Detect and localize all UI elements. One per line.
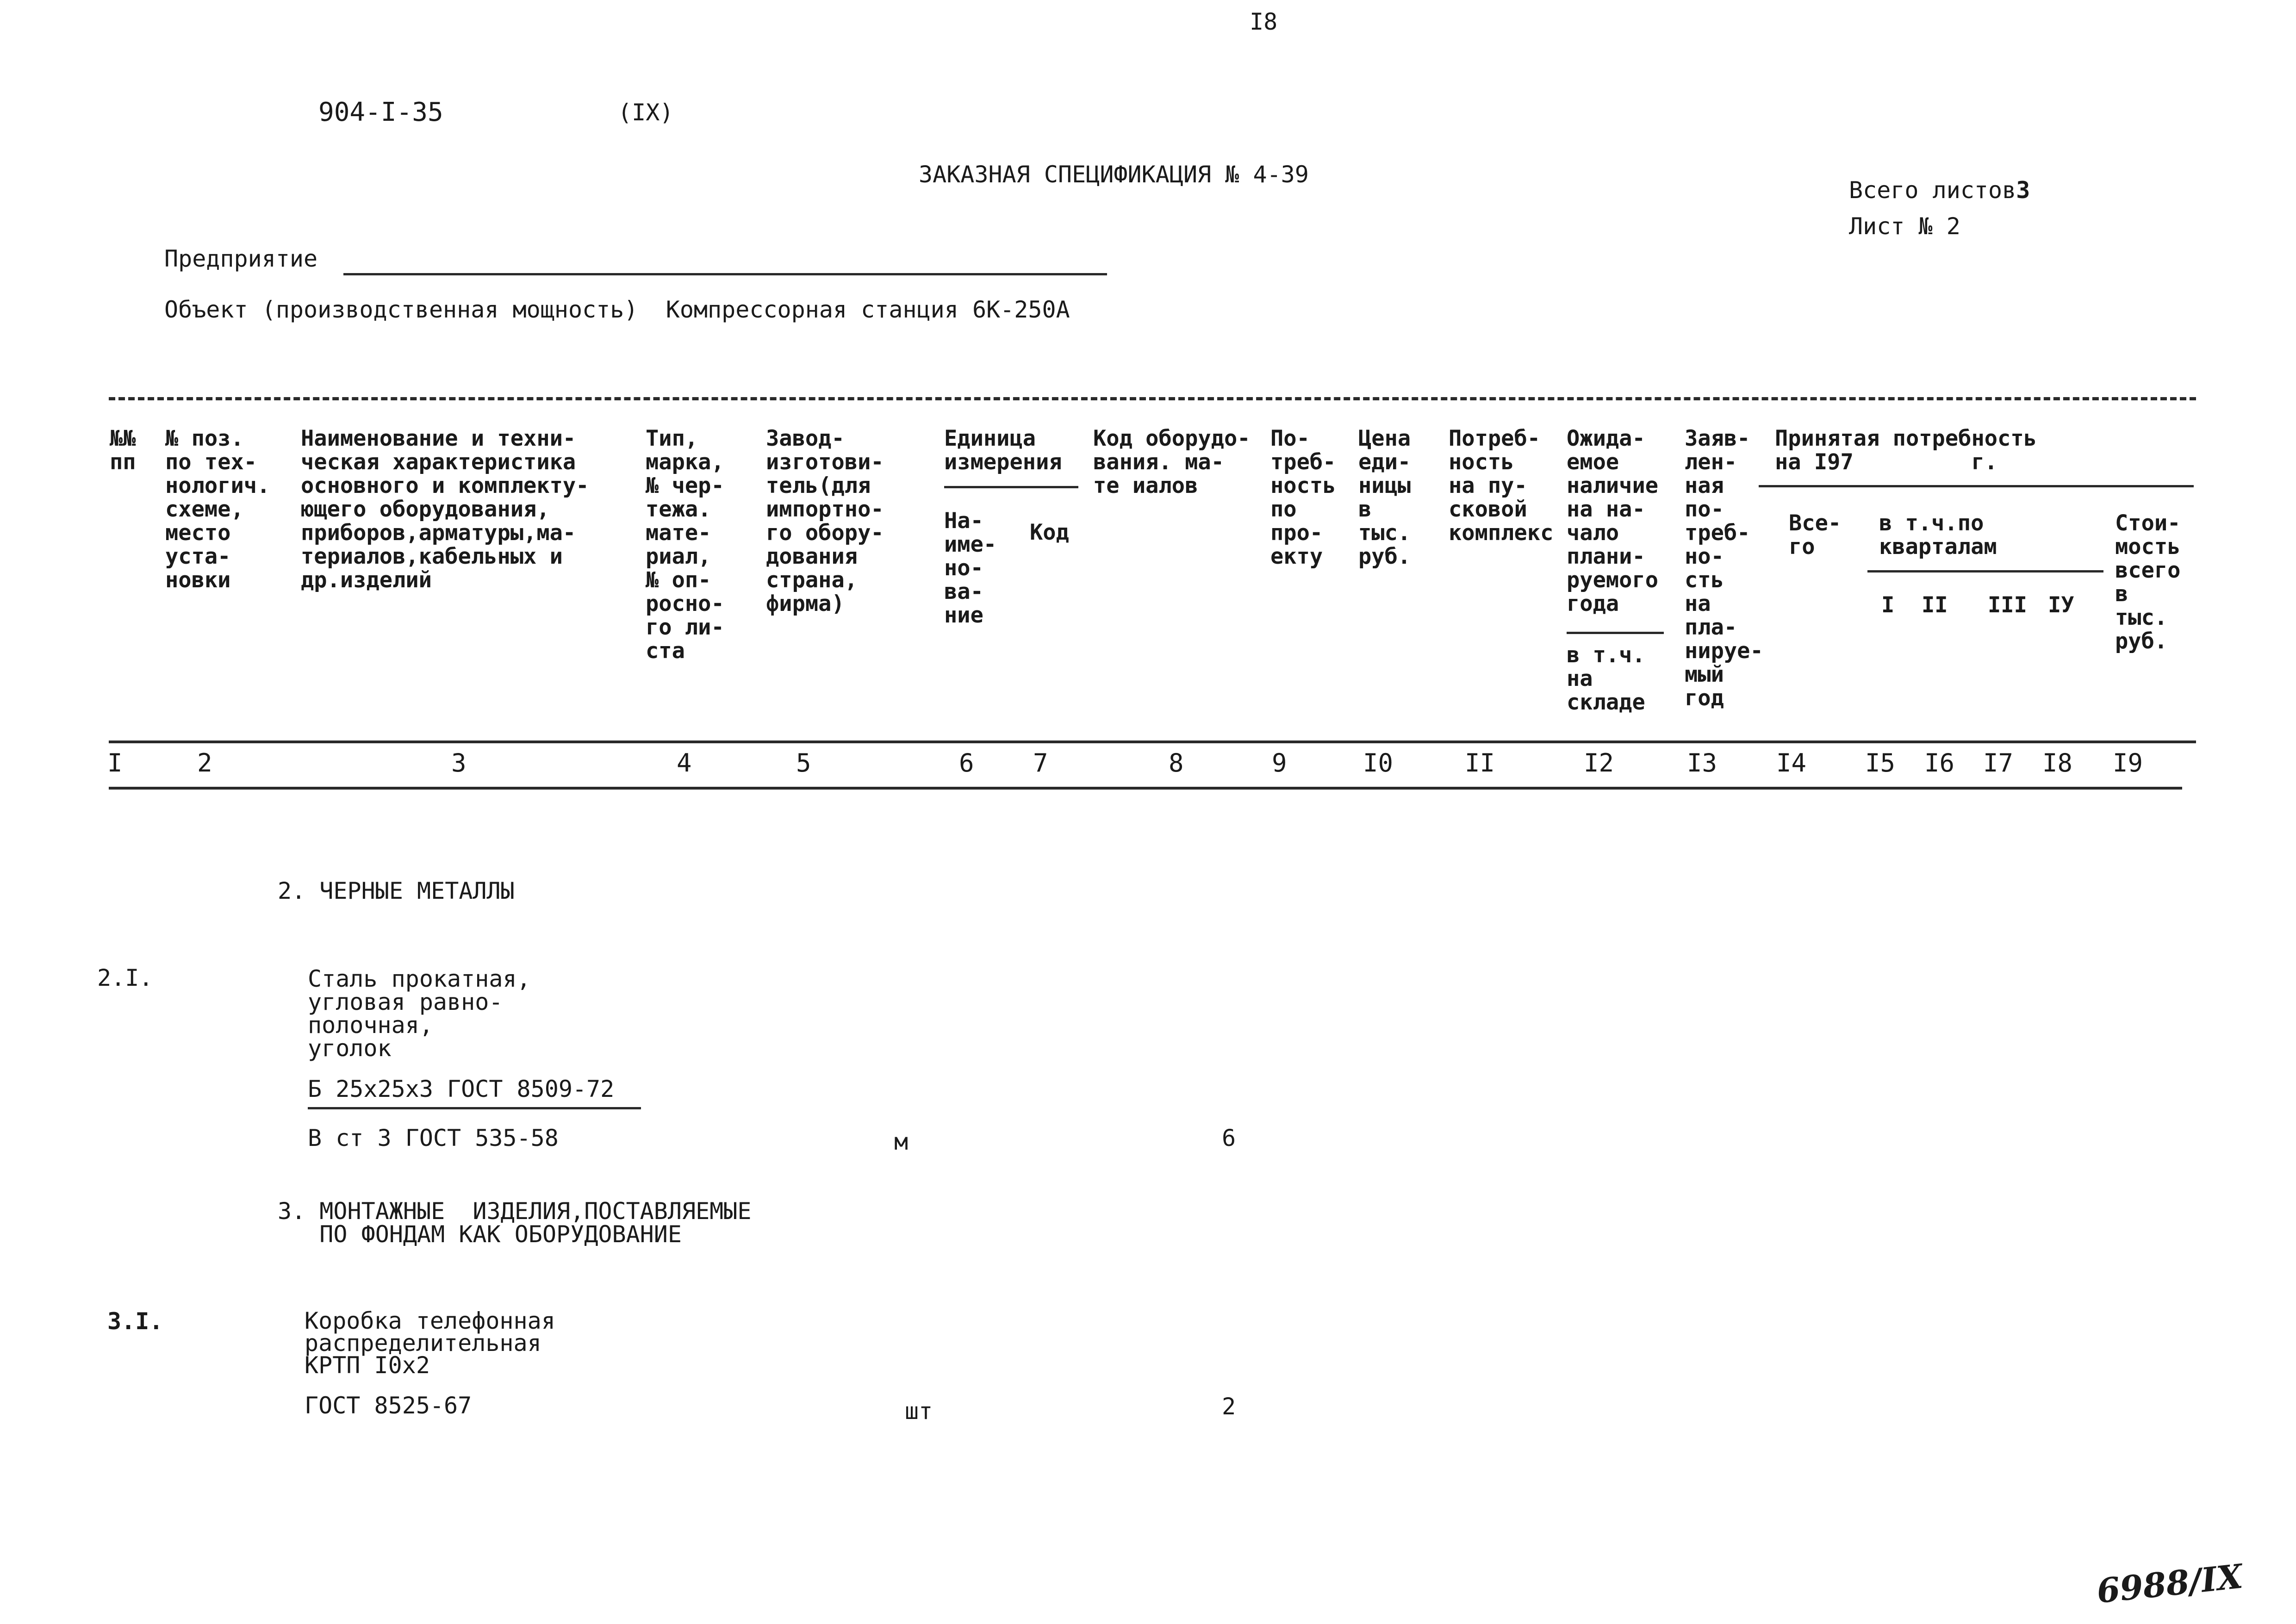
col-number-6: 6 xyxy=(959,748,974,778)
col-number-7: 7 xyxy=(1033,748,1048,778)
col-header-11: Потреб- ность на пу- сковой комплекс xyxy=(1449,426,1554,546)
unit-group-header: Единица измерения xyxy=(944,426,1062,475)
item-3-1-unit: шт xyxy=(905,1398,933,1425)
item-2-1-number: 2.I. xyxy=(97,964,153,991)
document-title: ЗАКАЗНАЯ СПЕЦИФИКАЦИЯ № 4-39 xyxy=(919,161,1309,188)
column-numbers-bottom-rule xyxy=(109,787,2182,790)
col-header-6: На- име- но- ва- ние xyxy=(944,508,997,628)
enterprise-underline xyxy=(343,273,1107,275)
col-header-15: I xyxy=(1881,592,1895,618)
item-3-1-number: 3.I. xyxy=(107,1308,163,1335)
col-header-2: № поз. по тех- нологич. схеме, место уста- новки xyxy=(165,426,270,593)
sheet-number: Лист № 2 xyxy=(1849,213,1960,240)
accepted-group-header: Принятая потребность на I97 г. xyxy=(1775,426,2037,475)
col-header-18: IУ xyxy=(2048,592,2074,618)
doc-part: (IX) xyxy=(618,99,674,126)
object-value: Компрессорная станция 6К-250А xyxy=(666,296,1070,323)
item-3-1-description: Коробка телефонная распределительная КРТП I0х2 xyxy=(305,1307,555,1379)
item-2-1-quantity: 6 xyxy=(1222,1125,1236,1151)
col-number-1: I xyxy=(107,748,123,778)
accepted-group-rule xyxy=(1759,485,2194,487)
col-number-5: 5 xyxy=(796,748,811,778)
col-number-11: II xyxy=(1465,748,1495,778)
footer-handwritten-mark: 6988/IX xyxy=(2095,1556,2245,1611)
sheets-total xyxy=(1849,178,2030,203)
item-2-1-unit: м xyxy=(894,1128,908,1155)
table-top-rule xyxy=(109,397,2196,400)
col-header-12: Ожида- емое наличие на на- чало плани- руемого года xyxy=(1567,426,1659,616)
object-label: Объект (производственная мощность) xyxy=(164,296,638,323)
col-header-5: Завод- изготови- тель(для импортно- го обору- дования страна, фирма) xyxy=(766,426,884,616)
unit-group-rule xyxy=(944,486,1078,488)
item-3-1-spec: ГОСТ 8525-67 xyxy=(305,1392,472,1419)
item-2-1-spec-divider xyxy=(308,1107,641,1109)
col-number-12: I2 xyxy=(1584,748,1614,778)
sheets-total-value: 3 xyxy=(2016,177,2030,204)
col-header-14: Все- го xyxy=(1789,510,1842,560)
col-number-8: 8 xyxy=(1169,748,1184,778)
col-header-9: По- треб- ность по про- екту xyxy=(1270,426,1336,569)
col-header-4: Тип, марка, № чер- тежа. мате- риал, № оп- росно- го ли- ста xyxy=(646,426,724,664)
col-number-9: 9 xyxy=(1272,748,1287,778)
quarters-group-rule xyxy=(1867,570,2103,572)
enterprise-label: Предприятие xyxy=(164,245,318,272)
col-header-16: II xyxy=(1922,592,1948,618)
col-header-12-stock: в т.ч. на складе xyxy=(1567,642,1645,715)
item-2-1-spec-1: Б 25х25х3 ГОСТ 8509-72 xyxy=(308,1076,615,1102)
section-3-title: 3. МОНТАЖНЫЕ ИЗДЕЛИЯ,ПОСТАВЛЯЕМЫЕ ПО ФОНДАМ КАК ОБОРУДОВАНИЕ xyxy=(278,1198,752,1248)
col-header-13: Заяв- лен- ная по- треб- но- сть на пла- нируе- мый год xyxy=(1685,426,1763,711)
header-bottom-rule xyxy=(109,740,2196,743)
col-header-3: Наименование и техни- ческая характеристика основного и комплекту- ющего оборудования, приборов,арматуры,ма- териалов,кабельных и др.изделий xyxy=(301,426,589,593)
col-number-18: I8 xyxy=(2042,748,2073,778)
col-number-4: 4 xyxy=(677,748,692,778)
col-number-2: 2 xyxy=(197,748,212,778)
col-number-16: I6 xyxy=(1924,748,1955,778)
col-header-10: Цена еди- ницы в тыс. руб. xyxy=(1358,426,1411,569)
item-2-1-description: Сталь прокатная, угловая равно- полочная, уголок xyxy=(308,965,531,1062)
object-line xyxy=(164,297,1070,322)
item-3-1-quantity: 2 xyxy=(1222,1393,1236,1420)
col-number-3: 3 xyxy=(451,748,467,778)
page-mark: 8I xyxy=(1250,8,1278,35)
col-number-19: I9 xyxy=(2113,748,2143,778)
quarters-group-header: в т.ч.по кварталам xyxy=(1879,510,1997,560)
col-header-17: III xyxy=(1988,592,2027,618)
col-number-14: I4 xyxy=(1776,748,1807,778)
col-12-divider xyxy=(1567,632,1664,634)
col-number-15: I5 xyxy=(1865,748,1896,778)
col-number-10: I0 xyxy=(1363,748,1394,778)
item-2-1-spec-2: В ст 3 ГОСТ 535-58 xyxy=(308,1125,559,1151)
col-header-19: Стои- мость всего в тыс. руб. xyxy=(2115,510,2181,654)
col-number-13: I3 xyxy=(1687,748,1717,778)
doc-code: 904-I-35 xyxy=(318,97,443,127)
col-header-7: Код xyxy=(1030,520,1069,545)
section-2-title: 2. ЧЕРНЫЕ МЕТАЛЛЫ xyxy=(278,877,515,904)
col-number-17: I7 xyxy=(1983,748,2014,778)
col-header-1: №№ пп xyxy=(110,426,136,475)
col-header-8: Код оборудо- вания. ма- те иалов xyxy=(1093,426,1251,498)
sheets-total-label: Всего листов xyxy=(1849,177,2016,204)
